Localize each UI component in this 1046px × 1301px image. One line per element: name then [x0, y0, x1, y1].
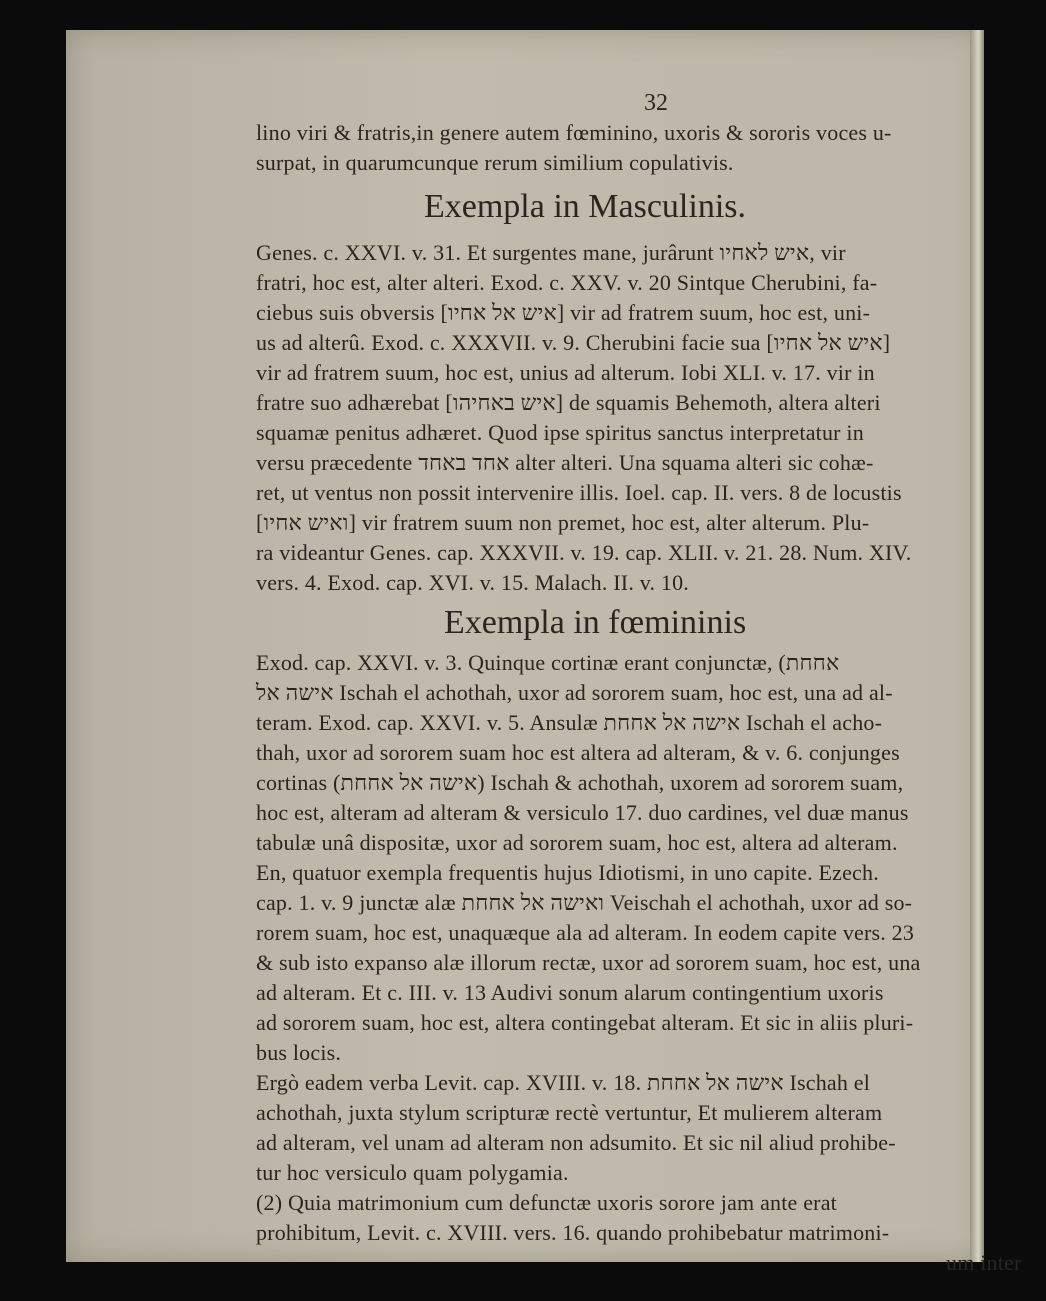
text-line: squamæ penitus adhæret. Quod ipse spiritus sanctus interpretatur in — [256, 420, 864, 445]
text-line: vers. 4. Exod. cap. XVI. v. 15. Malach. II. v. 10. — [256, 570, 689, 595]
text-line: teram. Exod. cap. XXVI. v. 5. Ansulæ אישה אל אחחת Ischah el acho- — [256, 710, 883, 735]
book-page — [66, 30, 1022, 1275]
page-number: 32 — [644, 90, 668, 116]
text-line: tabulæ unâ dispositæ, uxor ad sororem suam, hoc est, altera ad alteram. — [256, 830, 898, 855]
text-line: cortinas (אישה אל אחחת) Ischah & achothah, uxorem ad sororem suam, — [256, 770, 904, 795]
text-line: Genes. c. XXVI. v. 31. Et surgentes mane, jurârunt איש לאחיו, vir — [256, 240, 846, 265]
text-line: vir ad fratrem suum, hoc est, unius ad alterum. Iobi XLI. v. 17. vir in — [256, 360, 875, 385]
text-line: ad sororem suam, hoc est, altera contingebat alteram. Et sic in aliis pluri- — [256, 1010, 914, 1035]
heading-foemininis: Exempla in fœmininis — [444, 604, 747, 641]
text-line: אישה אל Ischah el achothah, uxor ad sororem suam, hoc est, una ad al- — [256, 680, 893, 705]
text-line: Ergò eadem verba Levit. cap. XVIII. v. 18. אישה אל אחחת Ischah el — [256, 1070, 871, 1095]
text-line: lino viri & fratris,in genere autem fœminino, uxoris & sororis voces u- — [256, 120, 892, 145]
text-line: thah, uxor ad sororem suam hoc est altera ad alteram, & v. 6. conjunges — [256, 740, 900, 765]
text-line: fratre suo adhærebat [איש באחיהו] de squamis Behemoth, altera alteri — [256, 390, 881, 415]
text-line: prohibitum, Levit. c. XVIII. vers. 16. quando prohibebatur matrimoni- — [256, 1220, 890, 1245]
text-line: tur hoc versiculo quam polygamia. — [256, 1160, 569, 1185]
text-line: hoc est, alteram ad alteram & versiculo 17. duo cardines, vel duæ manus — [256, 800, 909, 825]
text-line: bus locis. — [256, 1040, 342, 1065]
heading-masculinis: Exempla in Masculinis. — [424, 188, 747, 225]
text-line: versu præcedente אחד באחד alter alteri. Una squama alteri sic cohæ- — [256, 450, 874, 475]
text-line: achothah, juxta stylum scripturæ rectè vertuntur, Et mulierem alteram — [256, 1100, 883, 1125]
text-line: ra videantur Genes. cap. XXXVII. v. 19. cap. XLII. v. 21. 28. Num. XIV. — [256, 540, 912, 565]
text-line: um inter — [946, 1250, 1022, 1275]
text-line: surpat, in quarumcunque rerum similium copulativis. — [256, 150, 734, 175]
text-line: rorem suam, hoc est, unaquæque ala ad alteram. In eodem capite vers. 23 — [256, 920, 915, 945]
text-line: & sub isto expanso alæ illorum rectæ, uxor ad sororem suam, hoc est, una — [256, 950, 921, 975]
text-line: cap. 1. v. 9 junctæ alæ ואישה אל אחחת Veischah el achothah, uxor ad so- — [256, 890, 913, 915]
text-line: (2) Quia matrimonium cum defunctæ uxoris sorore jam ante erat — [256, 1190, 837, 1215]
text-line: Exod. cap. XXVI. v. 3. Quinque cortinæ erant conjunctæ, (אחחת — [256, 650, 840, 675]
page-edge — [970, 30, 984, 1262]
text-line: [ואיש אחיו] vir fratrem suum non premet, hoc est, alter alterum. Plu- — [256, 510, 870, 535]
text-line: ad alteram. Et c. III. v. 13 Audivi sonum alarum contingentium uxoris — [256, 980, 884, 1005]
text-line: ciebus suis obversis [איש אל אחיו] vir ad fratrem suum, hoc est, uni- — [256, 300, 871, 325]
text-line: ad alteram, vel unam ad alteram non adsumito. Et sic nil aliud prohibe- — [256, 1130, 896, 1155]
text-line: ret, ut ventus non possit intervenire illis. Ioel. cap. II. vers. 8 de locustis — [256, 480, 902, 505]
text-line: En, quatuor exempla frequentis hujus Idiotismi, in uno capite. Ezech. — [256, 860, 879, 885]
text-line: us ad alterû. Exod. c. XXXVII. v. 9. Cherubini facie sua [איש אל אחיו] — [256, 330, 891, 355]
text-line: fratri, hoc est, alter alteri. Exod. c. XXV. v. 20 Sintque Cherubini, fa- — [256, 270, 878, 295]
